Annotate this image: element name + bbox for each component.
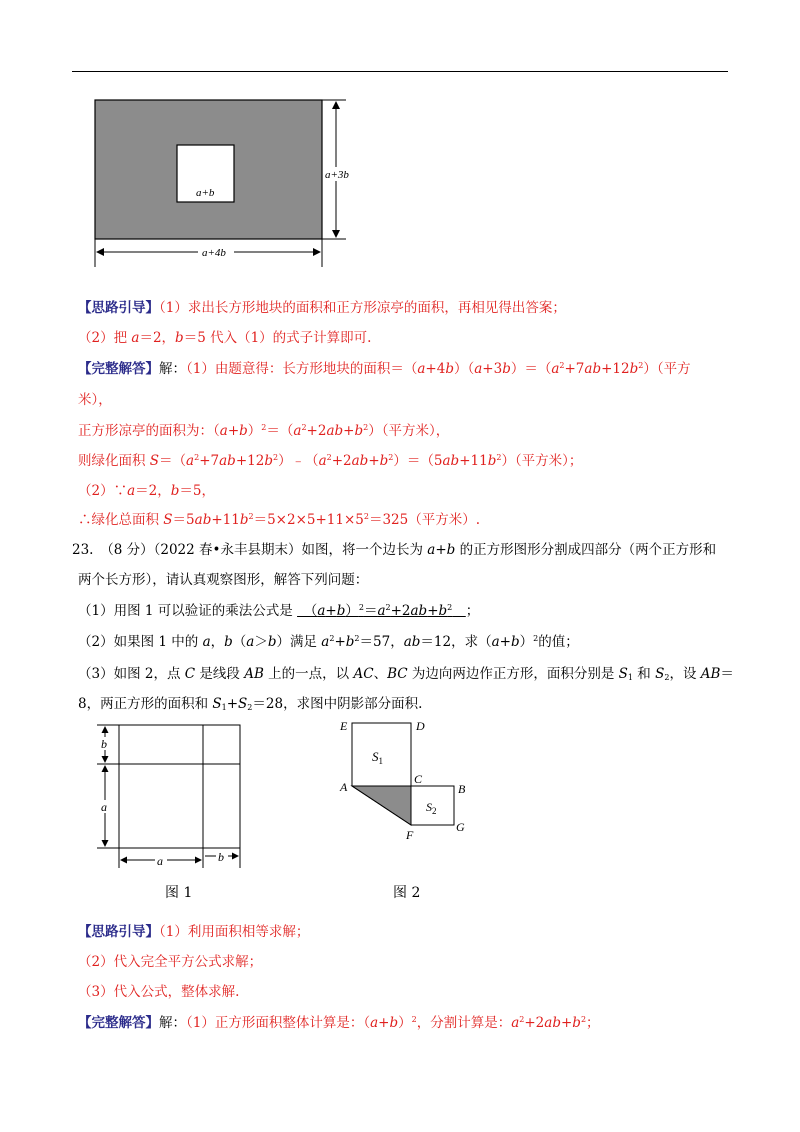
label-S2: $S_2$	[426, 800, 437, 816]
label-G: G	[456, 820, 465, 834]
figure-rectangle-plot	[88, 92, 358, 270]
label-S1: $S_1$	[372, 749, 383, 766]
hint1-line1: 【思路引导】（1）求出长方形地块的面积和正方形凉亭的面积，再相见得出答案；	[78, 300, 566, 316]
fig1-caption: 图 1	[165, 885, 193, 901]
sol1-line2: 米），	[78, 392, 112, 408]
pavilion-label: a+b	[196, 187, 215, 199]
sol1-line3: 正方形凉亭的面积为：$(a+b)^2=(a^2+2ab+b^2)$（平方米），	[78, 423, 450, 439]
fig1-b-side: b	[101, 737, 107, 751]
sol1-line6: ∴绿化总面积 $S=5ab+11b^2=5\times 2\times 5+11\times 5^2=325$（平方米）.	[78, 512, 481, 528]
sol1-line4: 则绿化面积 $S=(a^2+7ab+12b^2)﹣(a^2+2ab+b^2)=(5ab+11b^2)$（平方米）；	[78, 453, 583, 469]
figure-1	[92, 720, 252, 872]
q23-part2: （2）如果图 1 中的 a，b（a＞b）满足 $a^2+b^2=57$，ab＝12，求$(a+b)^2$的值；	[78, 634, 579, 650]
height-label: a+3b	[325, 169, 349, 181]
sol1-line1: 【完整解答】解：（1）由题意得：长方形地块的面积$=(a+4b)(a+3b)=(a^2+7ab+12b^2)$（平方	[78, 361, 691, 377]
square-s1	[352, 723, 411, 786]
sol2-line1: 【完整解答】解：（1）正方形面积整体计算是：$(a+b)^2$，分割计算是：$a^2+2ab+b^2$；	[78, 1015, 600, 1031]
fig1-a-bottom: a	[157, 854, 163, 868]
q23-line1: 23. （8 分）（2022 春•永丰县期末）如图，将一个边长为 a+b 的正方形图形分割成四部分（两个正方形和	[72, 542, 717, 558]
big-square	[119, 725, 240, 848]
header-rule	[72, 71, 728, 72]
sol1-line5: （2）∵a＝2，b＝5，	[78, 483, 215, 499]
q23-part3: （3）如图 2，点 C 是线段 AB 上的一点，以 AC、BC 为边向两边作正方形，面积分别是 $S_1$ 和 $S_2$，设 AB＝	[78, 666, 734, 682]
label-D: D	[416, 719, 425, 733]
q23-part3-cont: 8，两正方形的面积和 $S_1+S_2=28$，求图中阴影部分面积.	[78, 696, 423, 712]
label-E: E	[340, 719, 348, 733]
fig2-caption: 图 2	[393, 885, 421, 901]
label-B: B	[458, 782, 466, 796]
hint2-line1: 【思路引导】（1）利用面积相等求解；	[78, 924, 310, 940]
figure-2	[330, 715, 490, 850]
fig1-a-side: a	[101, 800, 107, 814]
hint1-line2: （2）把 a＝2，b＝5 代入（1）的式子计算即可.	[78, 330, 372, 346]
q23-line2: 两个长方形），请认真观察图形，解答下列问题：	[78, 572, 369, 588]
hint2-line3: （3）代入公式，整体求解.	[78, 984, 240, 1000]
label-A: A	[340, 780, 348, 794]
label-F: F	[406, 828, 414, 842]
fig1-b-bottom: b	[218, 850, 224, 864]
q23-part1: （1）用图 1 可以验证的乘法公式是 $(a+b)^2=a^2+2ab+b^2$ ；	[78, 603, 480, 619]
width-label: a+4b	[202, 247, 226, 259]
label-C: C	[414, 772, 423, 786]
hint2-line2: （2）代入完全平方公式求解；	[78, 954, 263, 970]
